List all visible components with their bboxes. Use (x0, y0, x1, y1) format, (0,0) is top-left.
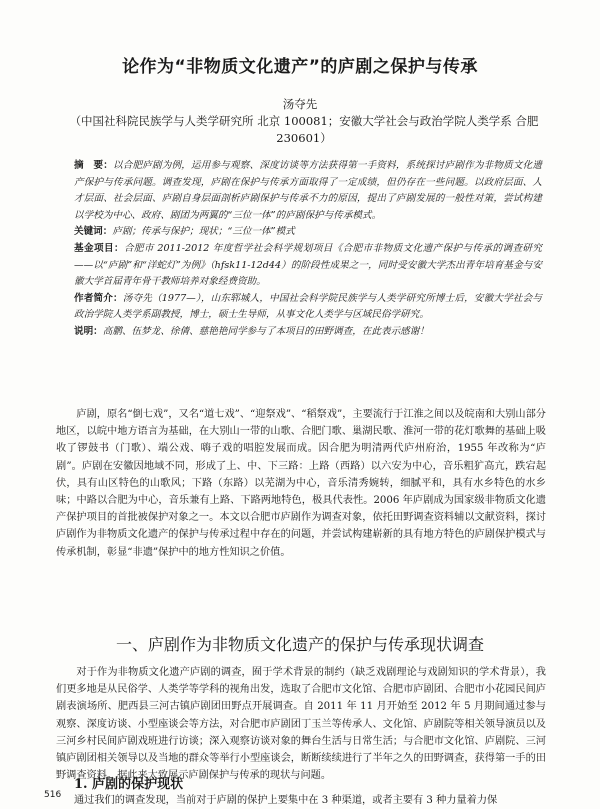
abstract (74, 158, 542, 224)
author-bio-text: 汤夺先（1977—），山东郓城人，中国社会科学院民族学与人类学研究所博士后，安徽大学社会与政治学院人类学系副教授，博士，硕士生导师，从事文化人类学与区域民俗学研究。 (74, 292, 543, 321)
section-body (56, 664, 546, 784)
note-text: 高鹏、伍梦龙、徐倩、慈艳艳同学参与了本项目的田野调查，在此表示感谢！ (102, 325, 429, 337)
front-matter (74, 158, 542, 341)
keywords-text: 庐剧；传承与保护；现状；“三位一体”模式 (112, 226, 295, 238)
author-name: 汤夺先 (282, 97, 318, 111)
intro-paragraph: 庐剧，原名“倒七戏”，又名“道七戏”、“迎祭戏”、“稻祭戏”，主要流行于江淮之间以及皖南和大别山部分地区，以皖中地方语言为基础，在大别山一带的山歌、合肥门歌、巢湖民歌、淮河一带的花灯歌舞的基础上吸收了锣鼓书（门歌）、端公戏、嗨子戏的唱腔发展而成。因合肥为明清两代庐州府治，1955 年改称为“庐剧”。庐剧在安徽因地域不同，形成了上、中、下三路：上路（西路）以六安为中心，音乐粗犷高亢，跌宕起伏，具有山区特色的山歌风；下路（东路）以芜湖为中心，音乐清秀婉转，细腻平和，具有水乡特色的水乡味；中路以合肥为中心，音乐兼有上路、下路两地特色，极具代表性。2006 年庐剧成为国家级非物质文化遗产保护项目的首批被保护对象之一。本文以合肥市庐剧作为调查对象，依托田野调查资料辅以文献资料，探讨庐剧作为非物质文化遗产的保护与传承过程中存在的问题，并尝试构建崭新的具有地方特色的庐剧保护模式与传承机制，彰显“非遗”保护中的地方性知识之价值。 (56, 409, 546, 558)
intro-section (56, 406, 546, 561)
note-label: 说明： (74, 325, 103, 337)
paper-title: 论作为“非物质文化遗产”的庐剧之保护与传承 (122, 57, 478, 77)
abstract-text: 以合肥庐剧为例，运用参与观察、深度访谈等方法获得第一手资料，系统探讨庐剧作为非物质文化遗产保护与传承问题。调查发现，庐剧在保护与传承方面取得了一定成绩，但仍存在一些问题。以政府层面、人才层面、社会层面、庐剧自身层面剖析庐剧保护与传承不力的原因，提出了庐剧发展的一般性对策，尝试构建以学校为中心、政府、剧团为两翼的“三位一体”的庐剧保护与传承模式。 (74, 160, 543, 221)
keywords-label: 关键词： (74, 226, 113, 238)
section-paragraph: 对于作为非物质文化遗产庐剧的调查，囿于学术背景的制约（缺乏戏剧理论与戏剧知识的学术背景），我们更多地是从民俗学、人类学等学科的视角出发，选取了合肥市文化馆、合肥市庐剧团、合肥市小花园民间庐剧表演场所、肥西县三河古镇庐剧团田野点开展调查。自 2011 年 11 月开始至 2012 年 5 月期间通过参与观察、深度访谈、小型座谈会等方法，对合肥市庐剧团丁玉兰等传承人、文化馆、庐剧院等相关领导演员以及三河乡村民间庐剧戏班进行访谈；深入观察访谈对象的舞台生活与日常生活；与合肥市文化馆、庐剧院、三河镇庐剧团相关领导以及当地的群众等举行小型座谈会，断断续续进行了半年之久的田野调查，获得第一手的田野调查资料。据此来大致展示庐剧保护与传承的现状与问题。 (56, 667, 546, 782)
author-bio-label: 作者简介： (74, 292, 123, 304)
funding-text: 合肥市 2011-2012 年度哲学社会科学规划项目《合肥市非物质文化遗产保护与传承的调查研究——以“庐剧”和“洋蛇灯”为例》（hfsk11-12d44）的阶段性成果之一，同时受安徽大学杰出青年培育基金与安徽大学首届青年骨干教师培养对象经费资助。 (74, 242, 543, 288)
keywords (74, 224, 542, 241)
author-affiliation: （中国社科院民族学与人类学研究所 北京 100081；安徽大学社会与政治学院人类学系 合肥 230601） (69, 114, 539, 145)
subsection-paragraph: 通过我们的调查发现，当前对于庐剧的保护上要集中在 3 种渠道，或者主要有 3 种力量着力保 (74, 795, 498, 806)
page-number: 516 (44, 790, 62, 800)
author-bio (74, 291, 542, 324)
subsection-heading: 1. 庐剧的保护现状 (74, 777, 184, 792)
acknowledgement-note (74, 324, 542, 341)
funding-label: 基金项目： (74, 242, 124, 254)
abstract-label: 摘 要： (74, 160, 114, 171)
section-heading: 一、庐剧作为非物质文化遗产的保护与传承现状调查 (115, 635, 484, 654)
funding (74, 241, 542, 291)
